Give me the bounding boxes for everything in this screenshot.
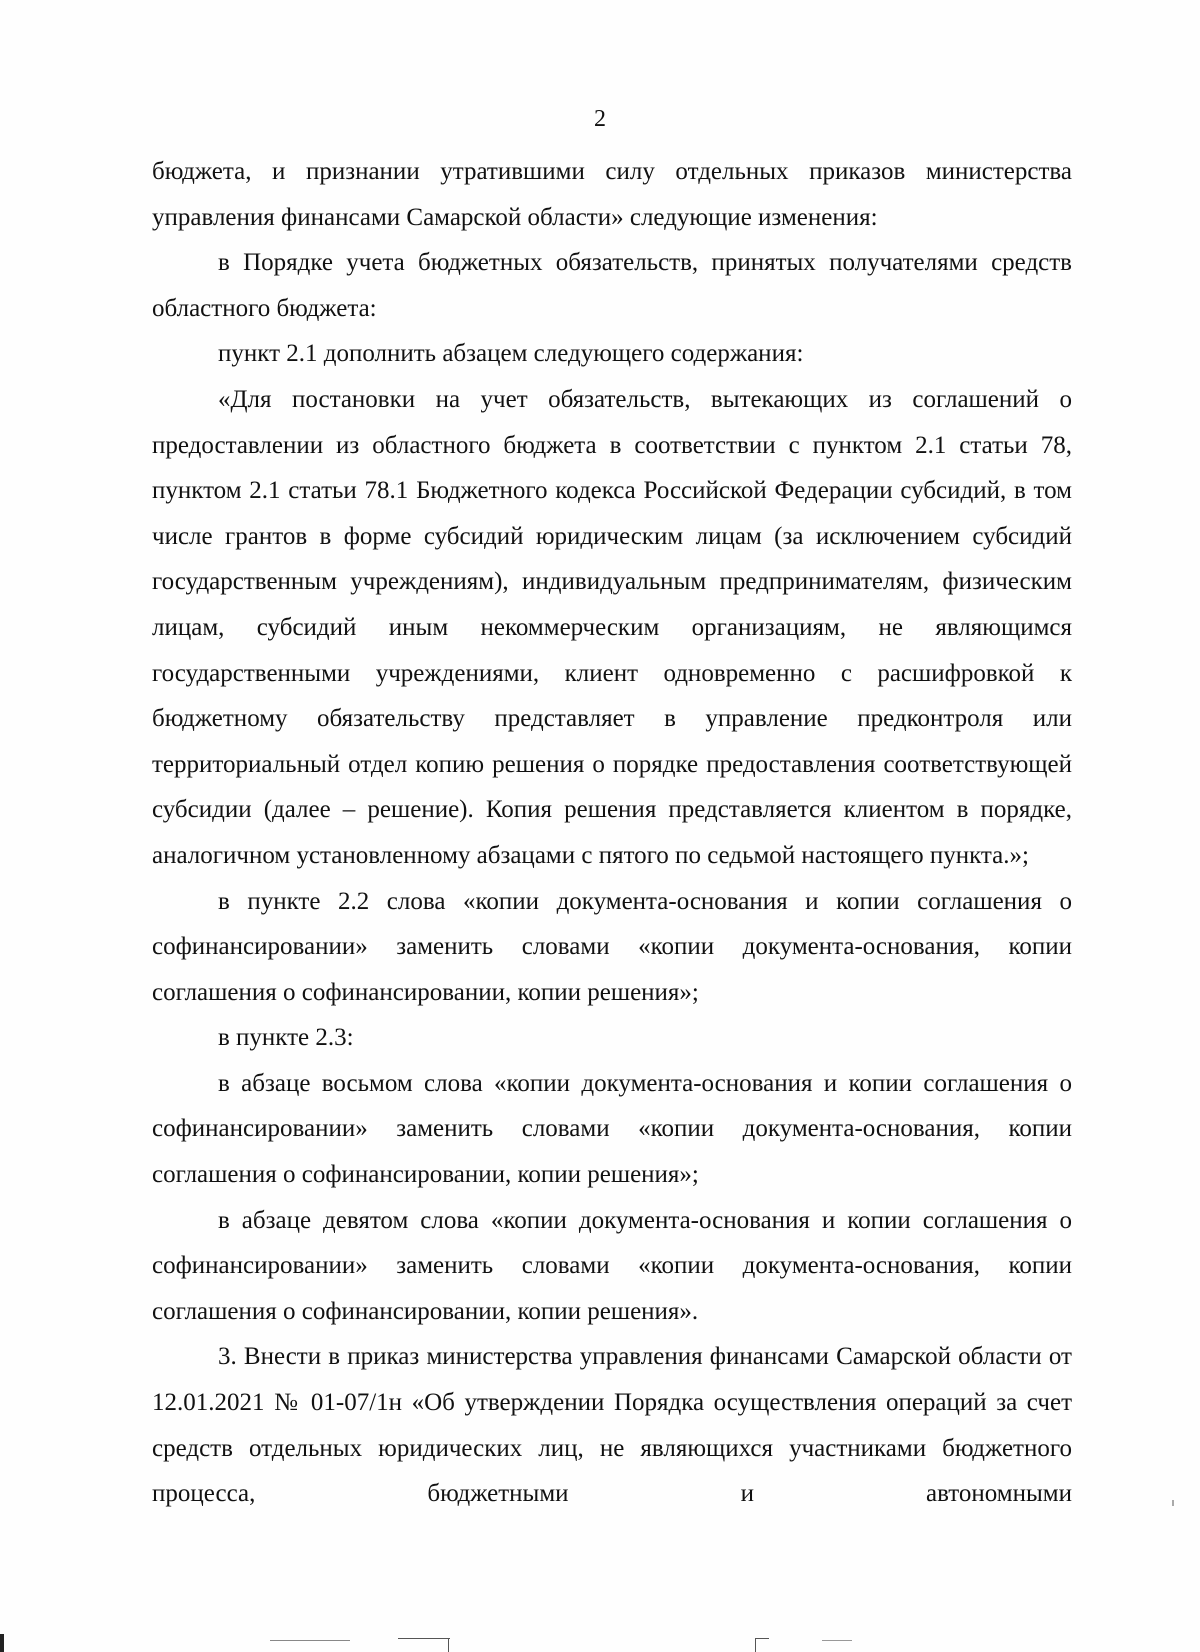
paragraph-point-2-1: пункт 2.1 дополнить абзацем следующего содержания: xyxy=(218,340,804,368)
paragraph-continuation: бюджета, и признании утратившими силу отдельных приказов министерства управления финансами Самарской области» следующие изменения: xyxy=(152,158,1072,231)
paragraph-point-2-3: в пункте 2.3: xyxy=(218,1024,354,1052)
scan-mark xyxy=(448,1638,449,1652)
paragraph-eighth-abzac: в абзаце восьмом слова «копии документа-основания и копии соглашения о софинансировании» заменить словами «копии документа-основания, копии соглашения о софинансировании, копии решения»; xyxy=(152,1069,1072,1189)
scan-mark xyxy=(755,1638,756,1652)
scan-mark xyxy=(755,1638,769,1639)
paragraph-point-2-2: в пункте 2.2 слова «копии документа-основания и копии соглашения о софинансировании» заменить словами «копии документа-основания, копии соглашения о софинансировании, копии решения»; xyxy=(152,887,1072,1006)
scan-mark xyxy=(0,1634,4,1652)
scan-mark xyxy=(270,1640,350,1641)
paragraph-item-3: 3. Внести в приказ министерства управления финансами Самарской области от 12.01.2021 № 01-07/1н «Об утверждении Порядка осуществления операций за счет средств отдельных юридических лиц, не являющихся участниками бюджетного процесса, бюджетными и автономными xyxy=(152,1343,1072,1508)
page-number: 2 xyxy=(594,106,606,132)
scan-mark xyxy=(1172,1500,1174,1506)
paragraph-ninth-abzac: в абзаце девятом слова «копии документа-основания и копии соглашения о софинансировании» заменить словами «копии документа-основания, копии соглашения о софинансировании, копии решения». xyxy=(152,1206,1072,1325)
scan-mark xyxy=(398,1638,450,1639)
scan-mark xyxy=(822,1640,852,1641)
paragraph-order-accounting: в Порядке учета бюджетных обязательств, принятых получателями средств областного бюджета: xyxy=(152,249,1072,322)
paragraph-quoted-amendment: «Для постановки на учет обязательств, вытекающих из соглашений о предоставлении из областного бюджета в соответствии с пунктом 2.1 статьи 78, пунктом 2.1 статьи 78.1 Бюджетного кодекса Российской Федерации субсидий, в том числе грантов в форме субсидий юридическим лицам (за исключением субсидий государственным учреждениям), индивидуальным предпринимателям, физическим лицам, субсидий иным некоммерческим организациям, не являющимся государственными учреждениями, клиент одновременно с расшифровкой к бюджетному обязательству представляет в управление предконтроля или территориальный отдел копию решения о порядке предоставления соответствующей субсидии (далее – решение). Копия решения представляется клиентом в порядке, аналогичном установленному абзацами с пятого по седьмой настоящего пункта.»; xyxy=(152,385,1072,869)
document-body xyxy=(152,149,1072,1517)
